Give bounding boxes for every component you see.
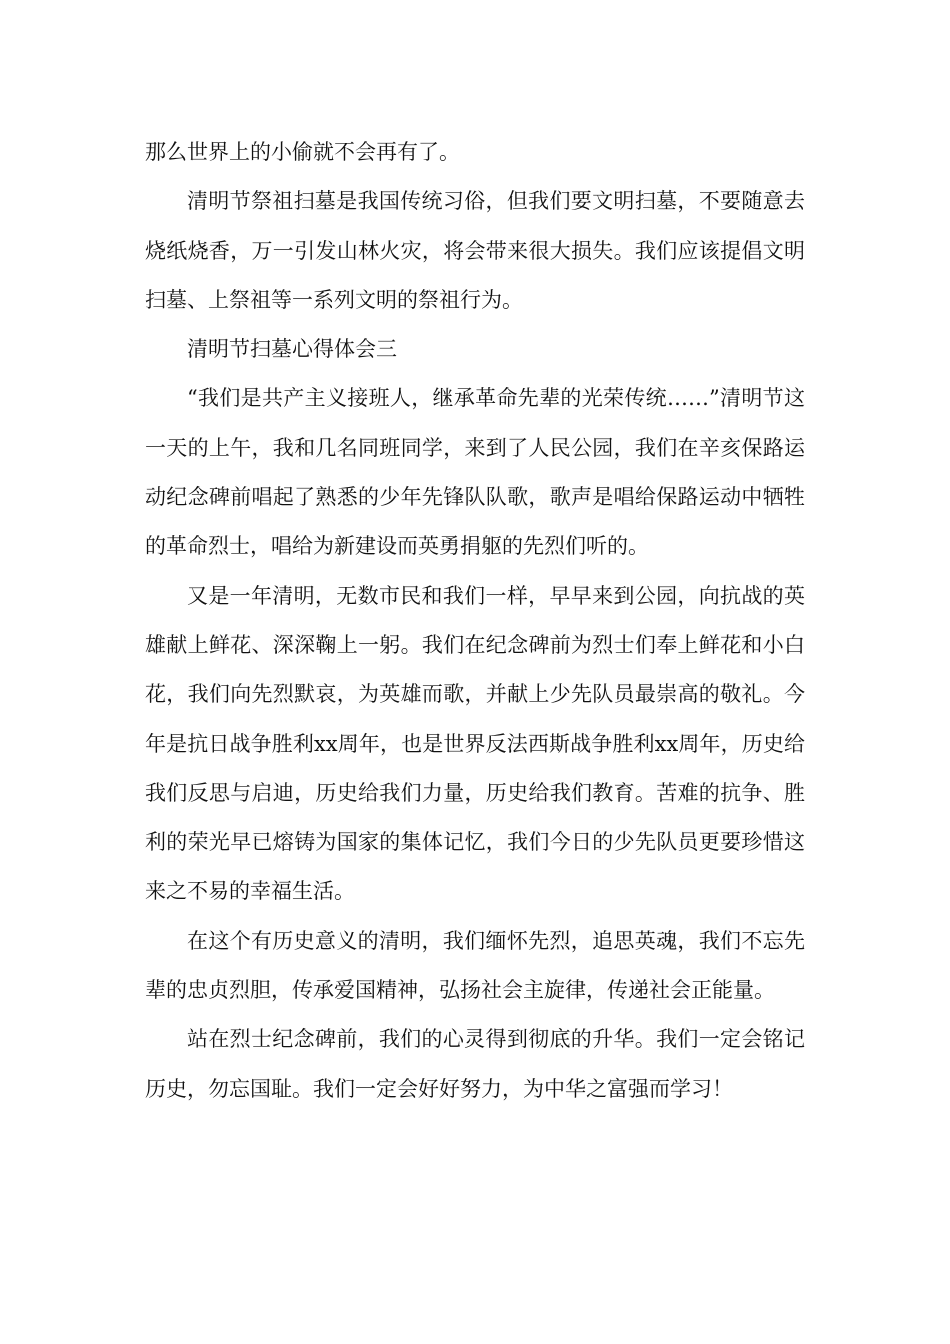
paragraph-another-qingming: 又是一年清明，无数市民和我们一样，早早来到公园，向抗战的英雄献上鲜花、深深鞠上一躬。我们在纪念碑前为烈士们奉上鲜花和小白花，我们向先烈默哀，为英雄而歌，并献上少先队员最崇高的敬礼。今年是抗日战争胜利xx周年，也是世界反法西斯战争胜利xx周年，历史给我们反思与启迪，历史给我们力量，历史给我们教育。苦难的抗争、胜利的荣光早已熔铸为国家的集体记忆，我们今日的少先队员更要珍惜这来之不易的幸福生活。 — [145, 583, 805, 904]
paragraph-continuation: 那么世界上的小偷就不会再有了。 — [145, 140, 460, 164]
section-heading: 清明节扫墓心得体会三 — [187, 337, 397, 362]
paragraph-civilized-tomb-sweeping: 清明节祭祖扫墓是我国传统习俗，但我们要文明扫墓，不要随意去烧纸烧香，万一引发山林火灾，将会带来很大损失。我们应该提倡文明扫墓、上祭祖等一系列文明的祭祖行为。 — [145, 189, 805, 312]
paragraph-commemorate-martyrs: 在这个有历史意义的清明，我们缅怀先烈，追思英魂，我们不忘先辈的忠贞烈胆，传承爱国精神，弘扬社会主旋律，传递社会正能量。 — [145, 928, 805, 1003]
paragraph-closing-vow: 站在烈士纪念碑前，我们的心灵得到彻底的升华。我们一定会铭记历史，勿忘国耻。我们一定会好好努力，为中华之富强而学习！ — [145, 1027, 805, 1101]
document-body — [145, 128, 805, 1114]
paragraph-song-at-monument: “我们是共产主义接班人，继承革命先辈的光荣传统……”清明节这一天的上午，我和几名同班同学，来到了人民公园，我们在辛亥保路运动纪念碑前唱起了熟悉的少年先锋队队歌，歌声是唱给保路运动中牺牲的革命烈士，唱给为新建设而英勇捐躯的先烈们听的。 — [145, 386, 805, 559]
